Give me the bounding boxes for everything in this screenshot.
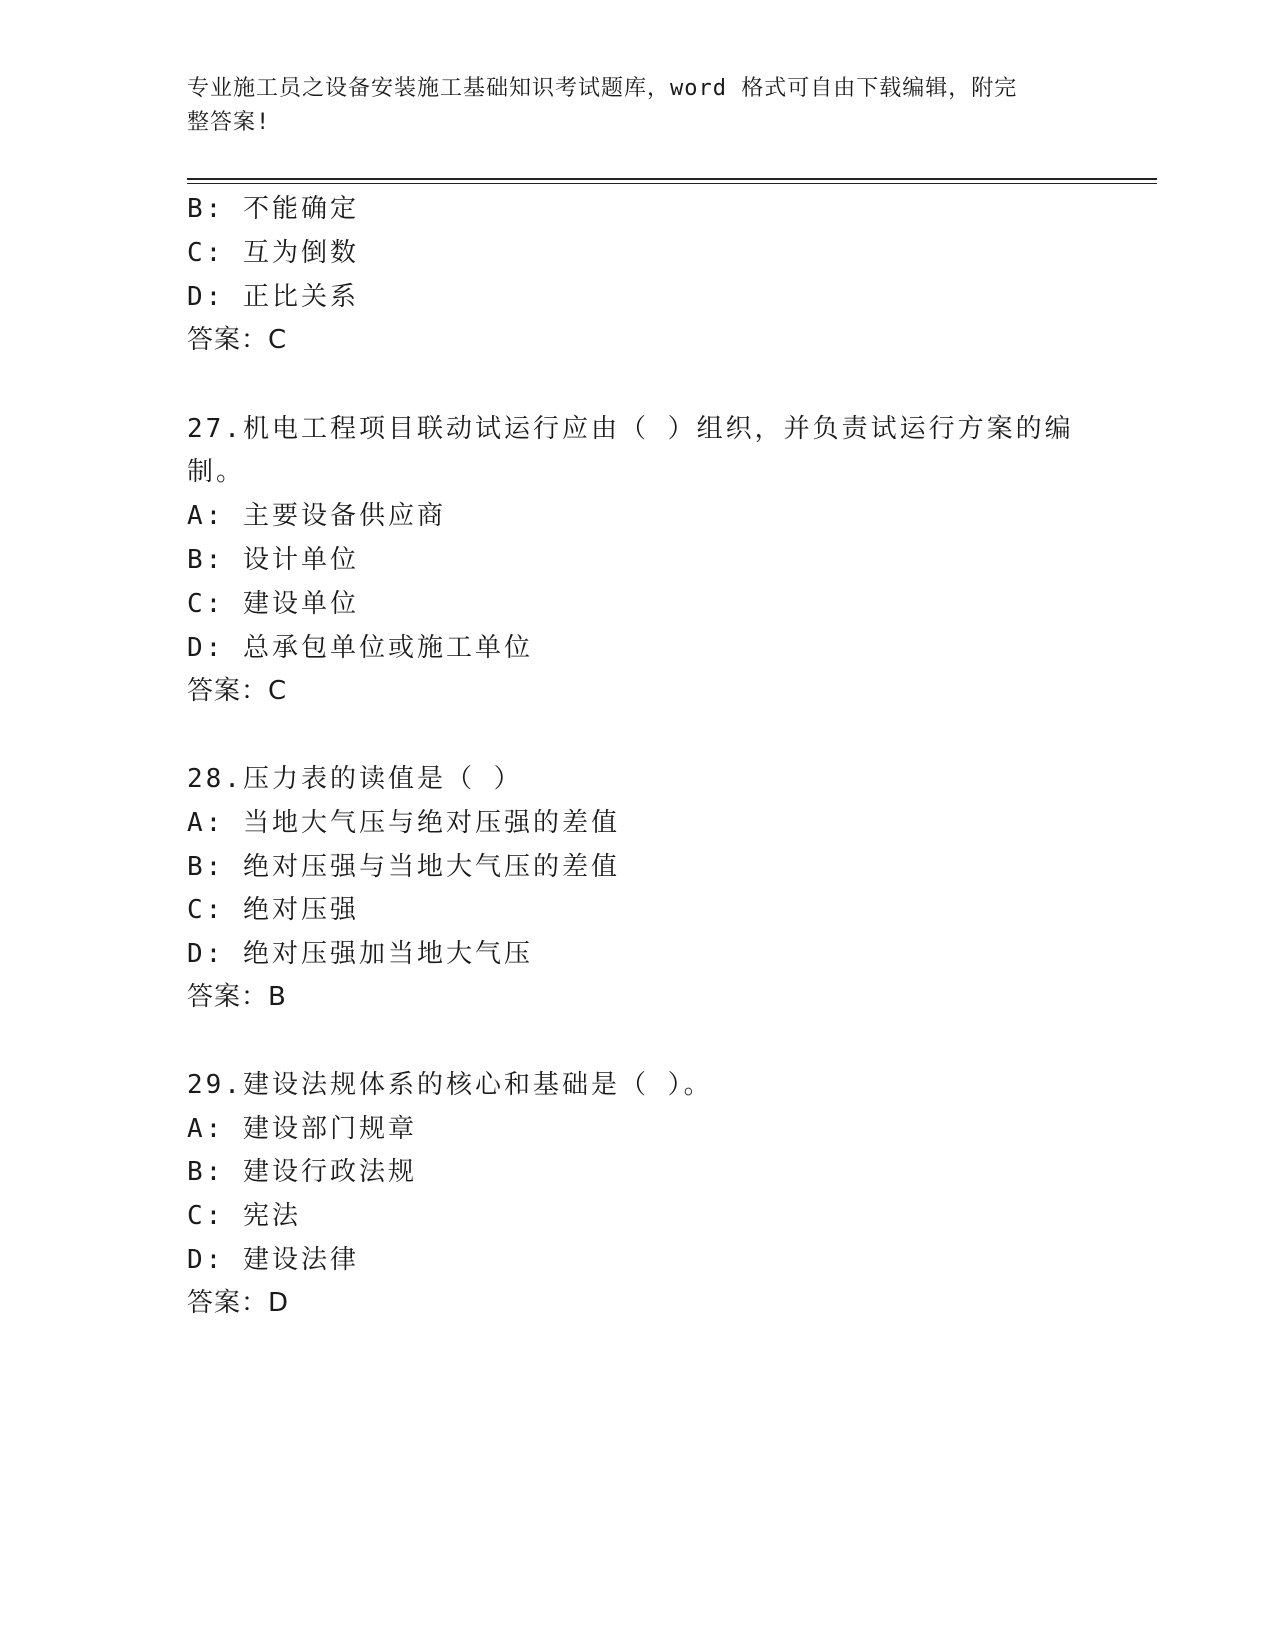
q27-option-d: D: 总承包单位或施工单位 xyxy=(187,633,533,663)
q26-answer: 答案：C xyxy=(187,325,288,355)
q29-option-d: D: 建设法律 xyxy=(187,1245,359,1275)
q27-stem-line-1: 27.机电工程项目联动试运行应由（ ）组织，并负责试运行方案的编 xyxy=(187,414,1074,444)
q28-option-b: B: 绝对压强与当地大气压的差值 xyxy=(187,852,620,882)
q27-option-a: A: 主要设备供应商 xyxy=(187,501,446,531)
q27-stem-line-2: 制。 xyxy=(187,457,246,487)
q26-option-b: B: 不能确定 xyxy=(187,194,359,224)
q26-option-d: D: 正比关系 xyxy=(187,282,359,312)
header-line-1: 专业施工员之设备安装施工基础知识考试题库，word 格式可自由下载编辑，附完 xyxy=(187,76,1018,101)
q27-answer: 答案：C xyxy=(187,676,288,706)
q28-option-d: D: 绝对压强加当地大气压 xyxy=(187,939,533,969)
q27-option-c: C: 建设单位 xyxy=(187,589,359,619)
header-divider-thin xyxy=(187,183,1157,184)
q28-option-c: C: 绝对压强 xyxy=(187,895,359,925)
q28-option-a: A: 当地大气压与绝对压强的差值 xyxy=(187,808,620,838)
q28-answer: 答案：B xyxy=(187,982,287,1012)
q28-stem: 28.压力表的读值是（ ） xyxy=(187,764,523,794)
document-header xyxy=(187,72,1067,140)
q29-option-a: A: 建设部门规章 xyxy=(187,1114,417,1144)
q29-stem: 29.建设法规体系的核心和基础是（ ）。 xyxy=(187,1070,713,1100)
q29-option-c: C: 宪法 xyxy=(187,1201,301,1231)
q27-option-b: B: 设计单位 xyxy=(187,545,359,575)
q29-answer: 答案：D xyxy=(187,1288,290,1318)
header-line-2: 整答案! xyxy=(187,110,271,135)
q29-option-b: B: 建设行政法规 xyxy=(187,1157,417,1187)
header-divider xyxy=(187,178,1157,180)
q26-option-c: C: 互为倒数 xyxy=(187,238,359,268)
